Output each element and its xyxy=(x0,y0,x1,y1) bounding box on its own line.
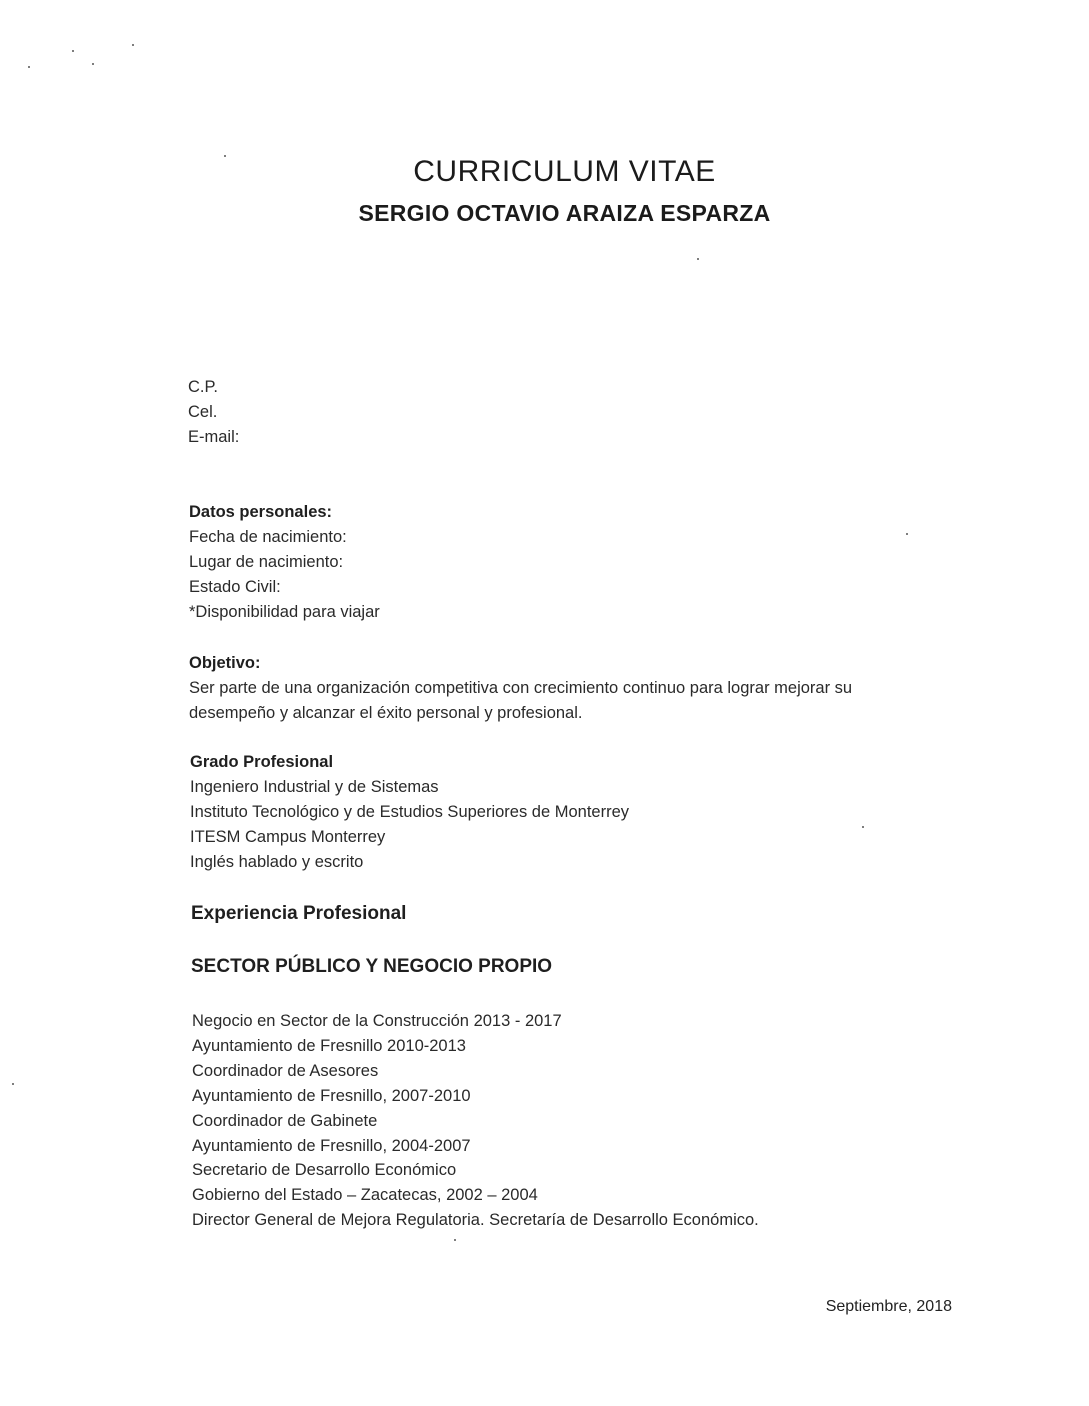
birth-place-label: Lugar de nacimiento: xyxy=(189,553,344,571)
cel-label: Cel. xyxy=(188,403,218,421)
education-item: Ingeniero Industrial y de Sistemas xyxy=(190,778,439,796)
education-item: Inglés hablado y escrito xyxy=(190,853,364,871)
civil-status-label: Estado Civil: xyxy=(189,578,281,596)
experience-item: Ayuntamiento de Fresnillo, 2004-2007 xyxy=(192,1136,471,1155)
objective-heading: Objetivo: xyxy=(189,654,261,672)
objective-text-line: desempeño y alcanzar el éxito personal y profesional. xyxy=(189,704,583,722)
scan-speck xyxy=(28,66,30,68)
experience-item: Ayuntamiento de Fresnillo 2010-2013 xyxy=(192,1036,466,1055)
experience-list xyxy=(192,1009,759,1233)
document-date: Septiembre, 2018 xyxy=(825,1298,952,1315)
education-item: ITESM Campus Monterrey xyxy=(190,828,386,846)
cp-label: C.P. xyxy=(188,378,218,396)
document-title: CURRICULUM VITAE xyxy=(413,155,716,188)
personal-data-heading: Datos personales: xyxy=(189,503,333,521)
scan-speck xyxy=(862,826,864,828)
birth-date-label: Fecha de nacimiento: xyxy=(189,528,347,546)
scan-speck xyxy=(132,44,134,46)
experience-item: Coordinador de Gabinete xyxy=(192,1111,378,1130)
scan-speck xyxy=(92,63,94,65)
scan-speck xyxy=(12,1083,14,1085)
experience-item: Secretario de Desarrollo Económico xyxy=(192,1161,457,1180)
person-name: SERGIO OCTAVIO ARAIZA ESPARZA xyxy=(358,200,771,226)
objective-block xyxy=(189,651,852,726)
contact-block xyxy=(188,375,239,450)
experience-item: Negocio en Sector de la Construcción 2013 - 2017 xyxy=(192,1012,562,1030)
education-item: Instituto Tecnológico y de Estudios Superiores de Monterrey xyxy=(190,803,630,821)
scan-speck xyxy=(697,258,699,260)
personal-data-block xyxy=(189,500,380,625)
scan-speck xyxy=(72,50,74,52)
scan-speck xyxy=(906,533,908,535)
travel-availability: *Disponibilidad para viajar xyxy=(189,603,380,621)
email-label: E-mail: xyxy=(188,428,240,446)
experience-heading: Experiencia Profesional xyxy=(191,903,407,924)
objective-text-line: Ser parte de una organización competitiva con crecimiento continuo para lograr mejorar su xyxy=(189,679,853,697)
experience-item: Gobierno del Estado – Zacatecas, 2002 – 2004 xyxy=(192,1186,538,1205)
education-block xyxy=(190,750,629,875)
experience-item: Director General de Mejora Regulatoria. Secretaría de Desarrollo Económico. xyxy=(192,1211,759,1230)
experience-item: Coordinador de Asesores xyxy=(192,1061,379,1080)
experience-item: Ayuntamiento de Fresnillo, 2007-2010 xyxy=(192,1086,471,1105)
sector-heading: SECTOR PÚBLICO Y NEGOCIO PROPIO xyxy=(191,956,553,977)
education-heading: Grado Profesional xyxy=(190,753,334,771)
scan-speck xyxy=(454,1239,456,1241)
